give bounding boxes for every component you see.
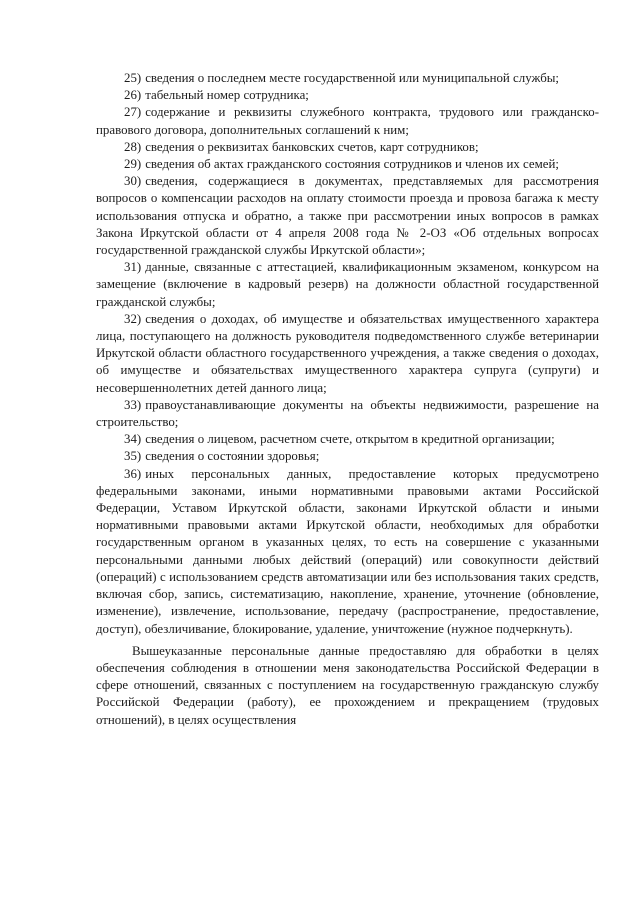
list-item-36 bbox=[96, 466, 599, 638]
item-text: содержание и реквизиты служебного контракта, трудового или гражданско-правового договора, дополнительных соглашений к ним; bbox=[96, 105, 599, 137]
item-text: сведения о реквизитах банковских счетов, карт сотрудников; bbox=[145, 139, 479, 154]
consent-list bbox=[96, 70, 599, 638]
closing-paragraph: Вышеуказанные персональные данные предоставляю для обработки в целях обеспечения соблюдения в отношении меня законодательства Российской Федерации в сфере отношений, связанных с поступлением на государственную гражданскую службу Российской Федерации (работу), ее прохождением и прекращением (трудовых отношений), в целях осуществления bbox=[96, 643, 599, 727]
item-text: сведения, содержащиеся в документах, представляемых для рассмотрения вопросов о компенсации расходов на оплату стоимости проезда и провоза багажа к месту использования отпуска и обратно, а также при рассмотрении иных вопросов в рамках Закона Иркутской области от 4 апреля 2008 года № 2-ОЗ «Об отдельных вопросах государственной гражданской службы Иркутской области»; bbox=[96, 174, 599, 258]
item-number: 33) bbox=[124, 397, 142, 412]
item-text: правоустанавливающие документы на объекты недвижимости, разрешение на строительство; bbox=[96, 397, 599, 430]
list-item-34 bbox=[96, 431, 599, 448]
list-item-31 bbox=[96, 259, 599, 311]
list-item-35 bbox=[96, 448, 599, 465]
item-number: 27) bbox=[124, 105, 142, 120]
list-item-33 bbox=[96, 397, 599, 431]
item-number: 25) bbox=[124, 71, 142, 85]
item-number: 35) bbox=[124, 449, 142, 464]
item-number: 28) bbox=[124, 139, 142, 154]
list-item-28 bbox=[96, 139, 599, 156]
item-number: 29) bbox=[124, 157, 142, 172]
item-number: 30) bbox=[124, 174, 142, 189]
list-item-30 bbox=[96, 173, 599, 259]
item-text: данные, связанные с аттестацией, квалификационным экзаменом, конкурсом на замещение (включение в кадровый резерв) на должности областной государственной гражданской службы; bbox=[96, 260, 599, 309]
item-number: 36) bbox=[124, 466, 142, 481]
item-text: иных персональных данных, предоставление которых предусмотрено федеральными законами, иными нормативными правовыми актами Российской Федерации, Уставом Иркутской области, законами Иркутской области и иными нормативными правовыми актами Иркутской области, необходимых для обработки государственным органом в указанных целях, то есть на совершение с указанными персональными данными любых действий (операций) или совокупности действий (операций) с использованием средств автоматизации или без использования таких средств, включая сбор, запись, систематизацию, накопление, хранение, уточнение (обновление, изменение), извлечение, использование, передачу (распространение, предоставление, доступ), обезличивание, блокирование, удаление, уничтожение (нужное подчеркнуть). bbox=[96, 466, 599, 636]
item-number: 32) bbox=[124, 311, 142, 326]
list-item-32 bbox=[96, 311, 599, 397]
list-item-27 bbox=[96, 104, 599, 138]
item-number: 31) bbox=[124, 260, 142, 275]
item-text: сведения о лицевом, расчетном счете, открытом в кредитной организации; bbox=[145, 432, 555, 447]
item-text: сведения о доходах, об имуществе и обязательствах имущественного характера лица, поступающего на должность руководителя подведомственного службе ветеринарии Иркутской области областного государственного учреждения, а также сведения о доходах, об имуществе и обязательствах имущественного характера супруга (супруги) и несовершеннолетних детей данного лица; bbox=[96, 311, 599, 395]
item-text: табельный номер сотрудника; bbox=[145, 88, 309, 103]
item-text: сведения о последнем месте государственной или муниципальной службы; bbox=[145, 71, 560, 85]
list-item-25 bbox=[96, 70, 599, 87]
list-item-29 bbox=[96, 156, 599, 173]
list-item-26 bbox=[96, 87, 599, 104]
item-number: 34) bbox=[124, 432, 142, 447]
item-text: сведения об актах гражданского состояния сотрудников и членов их семей; bbox=[145, 157, 559, 172]
document-page bbox=[96, 70, 599, 729]
item-text: сведения о состоянии здоровья; bbox=[145, 449, 320, 464]
item-number: 26) bbox=[124, 88, 142, 103]
